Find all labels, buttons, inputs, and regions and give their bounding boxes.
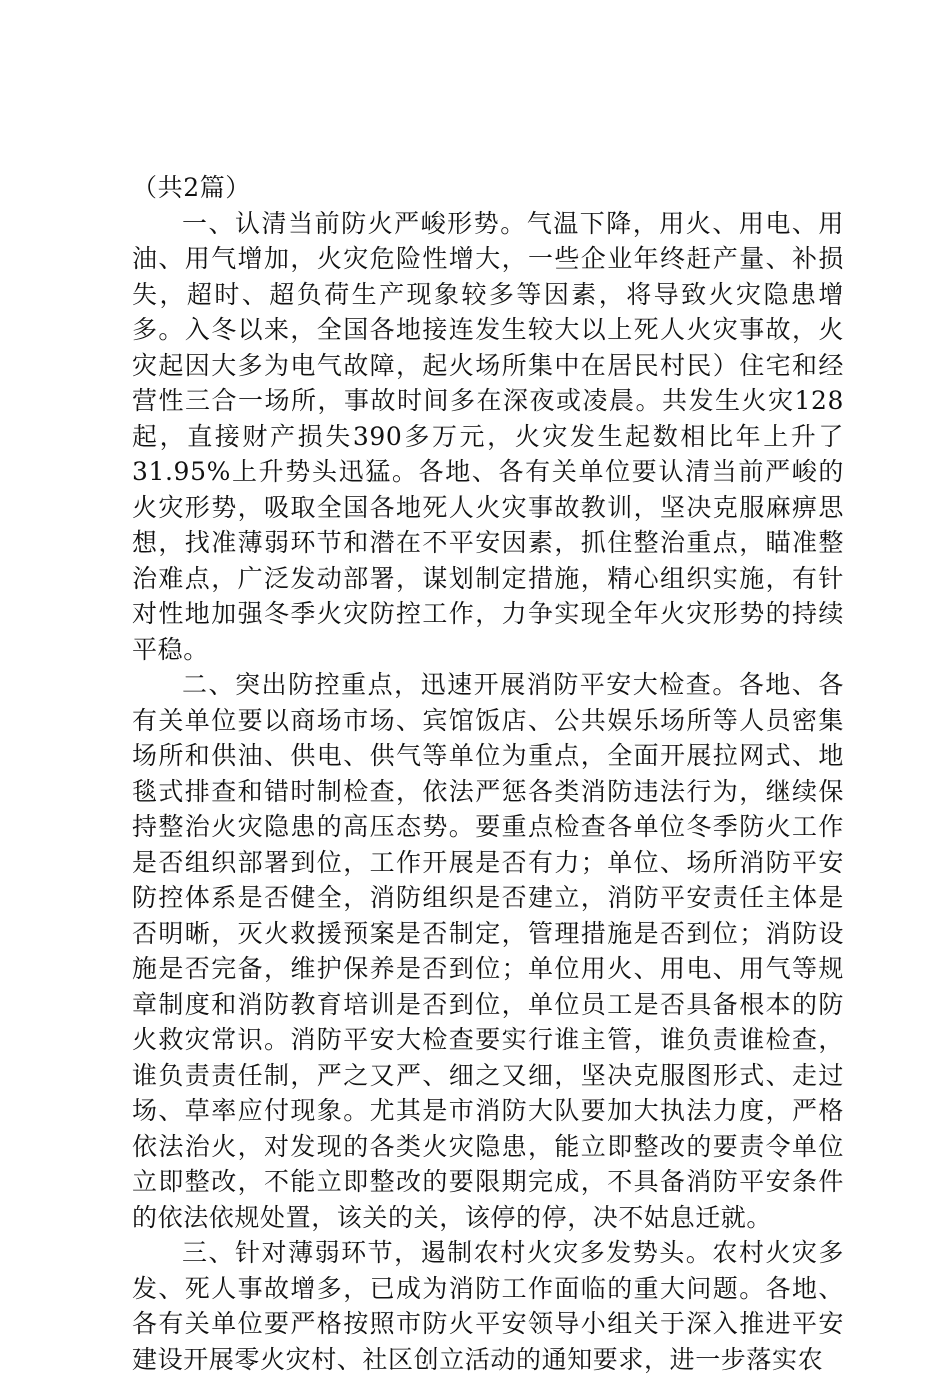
- paragraph-1: 一、认清当前防火严峻形势。气温下降，用火、用电、用油、用气增加，火灾危险性增大，一些企业年终赶产量、补损失，超时、超负荷生产现象较多等因素，将导致火灾隐患增多。入冬以来，全国各地接连发生较大以上死人火灾事故，火灾起因大多为电气故障，起火场所集中在居民村民）住宅和经营性三合一场所，事故时间多在深夜或凌晨。共发生火灾128起，直接财产损失390多万元，火灾发生起数相比年上升了31.95%上升势头迅猛。各地、各有关单位要认清当前严峻的火灾形势，吸取全国各地死人火灾事故教训，坚决克服麻痹思想，找准薄弱环节和潜在不平安因素，抓住整治重点，瞄准整治难点，广泛发动部署，谋划制定措施，精心组织实施，有针对性地加强冬季火灾防控工作，力争实现全年火灾形势的持续平稳。: [132, 208, 844, 664]
- paragraph-2: 二、突出防控重点，迅速开展消防平安大检查。各地、各有关单位要以商场市场、宾馆饭店、公共娱乐场所等人员密集场所和供油、供电、供气等单位为重点，全面开展拉网式、地毯式排查和错时制检查，依法严惩各类消防违法行为，继续保持整治火灾隐患的高压态势。要重点检查各单位冬季防火工作是否组织部署到位，工作开展是否有力；单位、场所消防平安防控体系是否健全，消防组织是否建立，消防平安责任主体是否明晰，灭火救援预案是否制定，管理措施是否到位；消防设施是否完备，维护保养是否到位；单位用火、用电、用气等规章制度和消防教育培训是否到位，单位员工是否具备根本的防火救灾常识。消防平安大检查要实行谁主管，谁负责谁检查，谁负责责任制，严之又严、细之又细，坚决克服图形式、走过场、草率应付现象。尤其是市消防大队要加大执法力度，严格依法治火，对发现的各类火灾隐患，能立即整改的要责令单位立即整改，不能立即整改的要限期完成，不具备消防平安条件的依法依规处置，该关的关，该停的停，决不姑息迁就。: [132, 670, 844, 1232]
- document-body: [132, 170, 844, 1377]
- document-header: （共2篇）: [132, 173, 251, 202]
- paragraph-3: 三、针对薄弱环节，遏制农村火灾多发势头。农村火灾多发、死人事故增多，已成为消防工作面临的重大问题。各地、各有关单位要严格按照市防火平安领导小组关于深入推进平安建设开展零火灾村、社区创立活动的通知要求，进一步落实农: [132, 1238, 844, 1374]
